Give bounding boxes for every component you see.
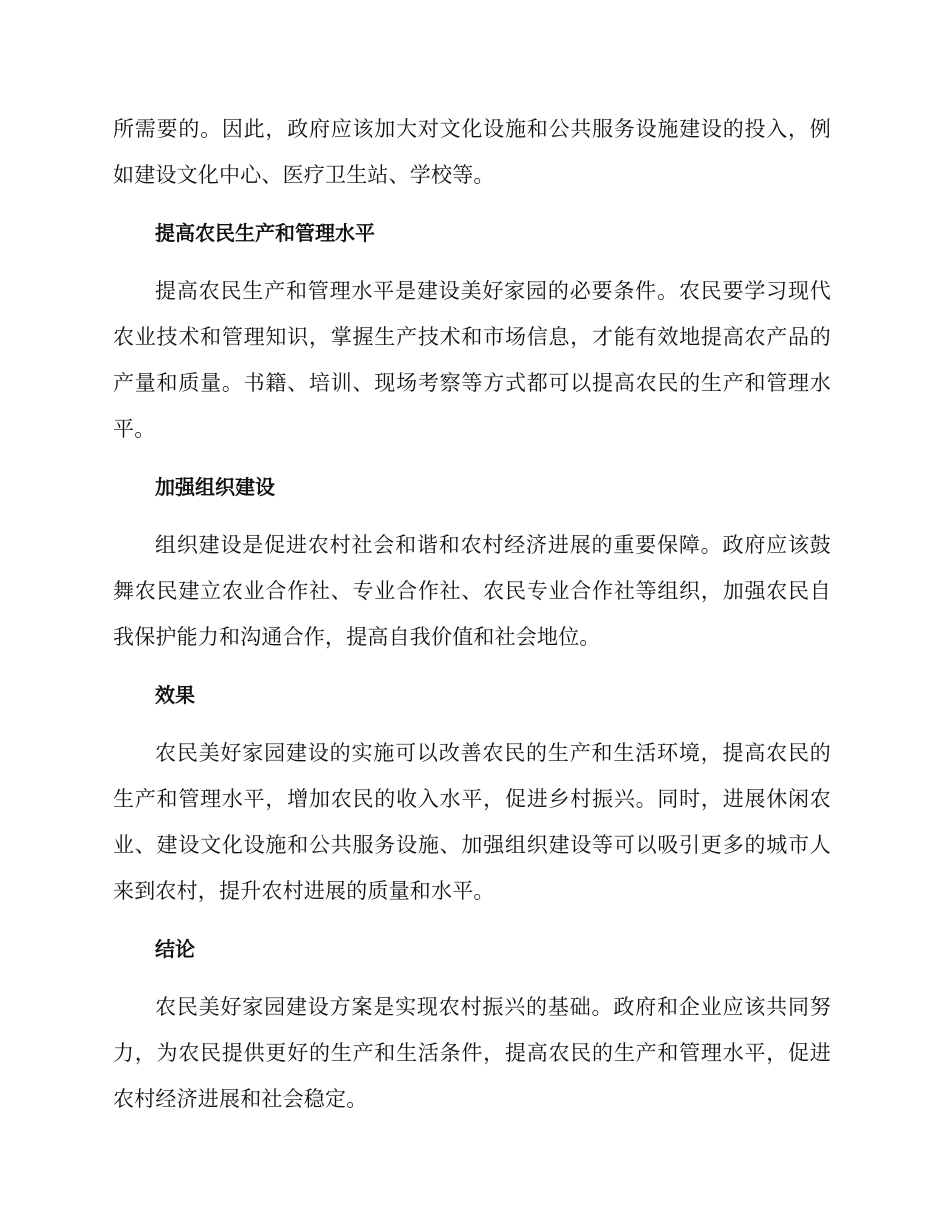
section-body-effect: 农民美好家园建设的实施可以改善农民的生产和生活环境，提高农民的生产和管理水平，增加农民的收入水平，促进乡村振兴。同时，进展休闲农业、建设文化设施和公共服务设施、加强组织建设等可以吸引更多的城市人来到农村，提升农村进展的质量和水平。 [113,741,831,903]
section-heading-production: 提高农民生产和管理水平 [155,221,375,245]
document-page [113,106,831,1122]
section-body-production: 提高农民生产和管理水平是建设美好家园的必要条件。农民要学习现代农业技术和管理知识，掌握生产技术和市场信息，才能有效地提高农产品的产量和质量。书籍、培训、现场考察等方式都可以提高农民的生产和管理水平。 [113,279,831,441]
intro-paragraph: 所需要的。因此，政府应该加大对文化设施和公共服务设施建设的投入，例如建设文化中心、医疗卫生站、学校等。 [113,117,831,187]
section-heading-effect: 效果 [155,683,195,707]
section-body-conclusion: 农民美好家园建设方案是实现农村振兴的基础。政府和企业应该共同努力，为农民提供更好的生产和生活条件，提高农民的生产和管理水平，促进农村经济进展和社会稳定。 [113,995,831,1111]
section-heading-conclusion: 结论 [155,937,195,961]
section-body-organization: 组织建设是促进农村社会和谐和农村经济进展的重要保障。政府应该鼓舞农民建立农业合作社、专业合作社、农民专业合作社等组织，加强农民自我保护能力和沟通合作，提高自我价值和社会地位。 [113,533,831,649]
section-heading-organization: 加强组织建设 [155,475,275,499]
